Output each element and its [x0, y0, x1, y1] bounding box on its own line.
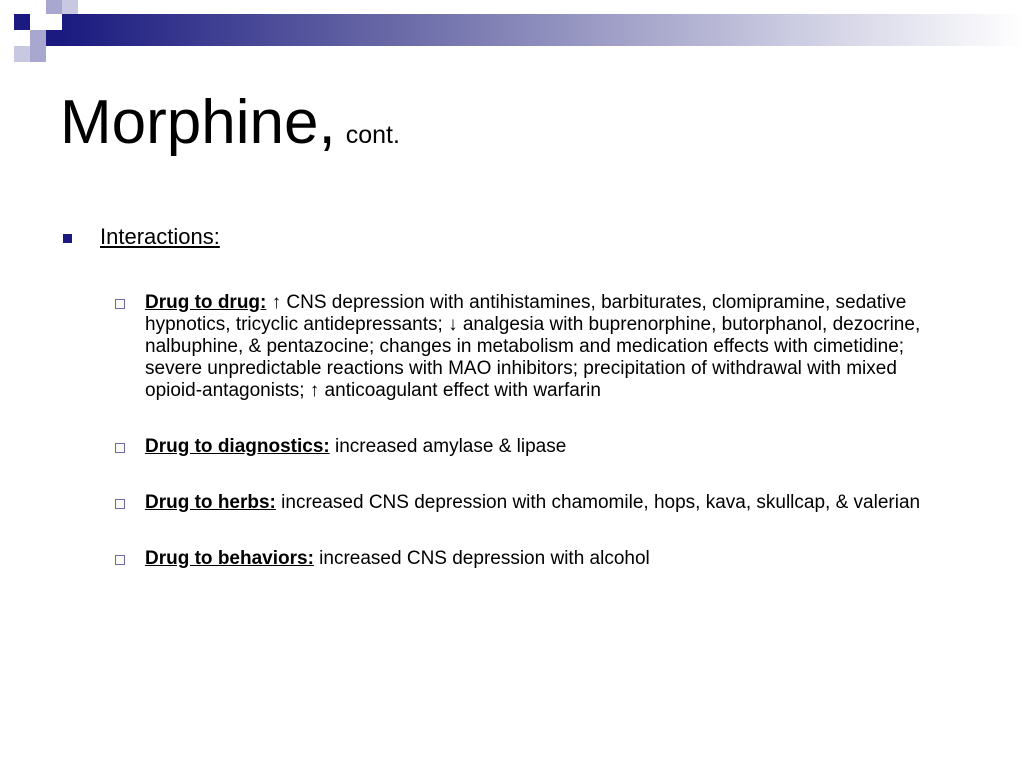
slide-title-main: Morphine,: [60, 88, 336, 157]
hollow-square-bullet-icon: [115, 499, 125, 509]
item-text: ↑ CNS depression with antihistamines, barbiturates, clomipramine, sedative hypnotics, tricyclic antidepressants; ↓ analgesia with buprenorphine, butorphanol, dezocrine, nalbuphine, & pentazocine; changes in metabolism and medication effects with cimetidine; severe unpredictable reactions with MAO inhibitors; precipitation of withdrawal with mixed opioid-antagonists; ↑ anticoagulant effect with warfarin: [145, 292, 921, 401]
header-gradient-bar: [62, 14, 1024, 46]
decor-square-lavender: [30, 46, 46, 62]
slide-title: [60, 88, 400, 157]
hollow-square-bullet-icon: [115, 443, 125, 453]
interactions-heading: Interactions:: [100, 224, 220, 249]
list-item-drug-to-behaviors: [145, 548, 945, 570]
item-label: Drug to diagnostics:: [145, 436, 330, 457]
item-text: increased amylase & lipase: [329, 436, 567, 457]
hollow-square-bullet-icon: [115, 299, 125, 309]
item-label: Drug to behaviors:: [145, 548, 314, 569]
list-item-drug-to-herbs: [145, 492, 945, 514]
square-bullet-icon: [63, 234, 72, 243]
item-label: Drug to drug:: [145, 292, 267, 313]
list-item-drug-to-diagnostics: [145, 436, 945, 458]
slide-body: [60, 222, 960, 604]
decor-square-lavender: [30, 30, 46, 46]
bullet-interactions: [60, 222, 960, 252]
decor-square-lavender: [46, 0, 62, 14]
item-text: increased CNS depression with alcohol: [313, 548, 650, 569]
item-label: Drug to herbs:: [145, 492, 276, 513]
interaction-list: [60, 292, 960, 570]
decor-square-navy: [14, 14, 30, 30]
hollow-square-bullet-icon: [115, 555, 125, 565]
decor-square-navy: [46, 30, 62, 46]
decor-square-light: [14, 46, 30, 62]
item-text: increased CNS depression with chamomile, hops, kava, skullcap, & valerian: [275, 492, 921, 513]
decor-square-light: [62, 0, 78, 14]
list-item-drug-to-drug: [145, 292, 945, 402]
slide-title-suffix: cont.: [345, 121, 400, 149]
